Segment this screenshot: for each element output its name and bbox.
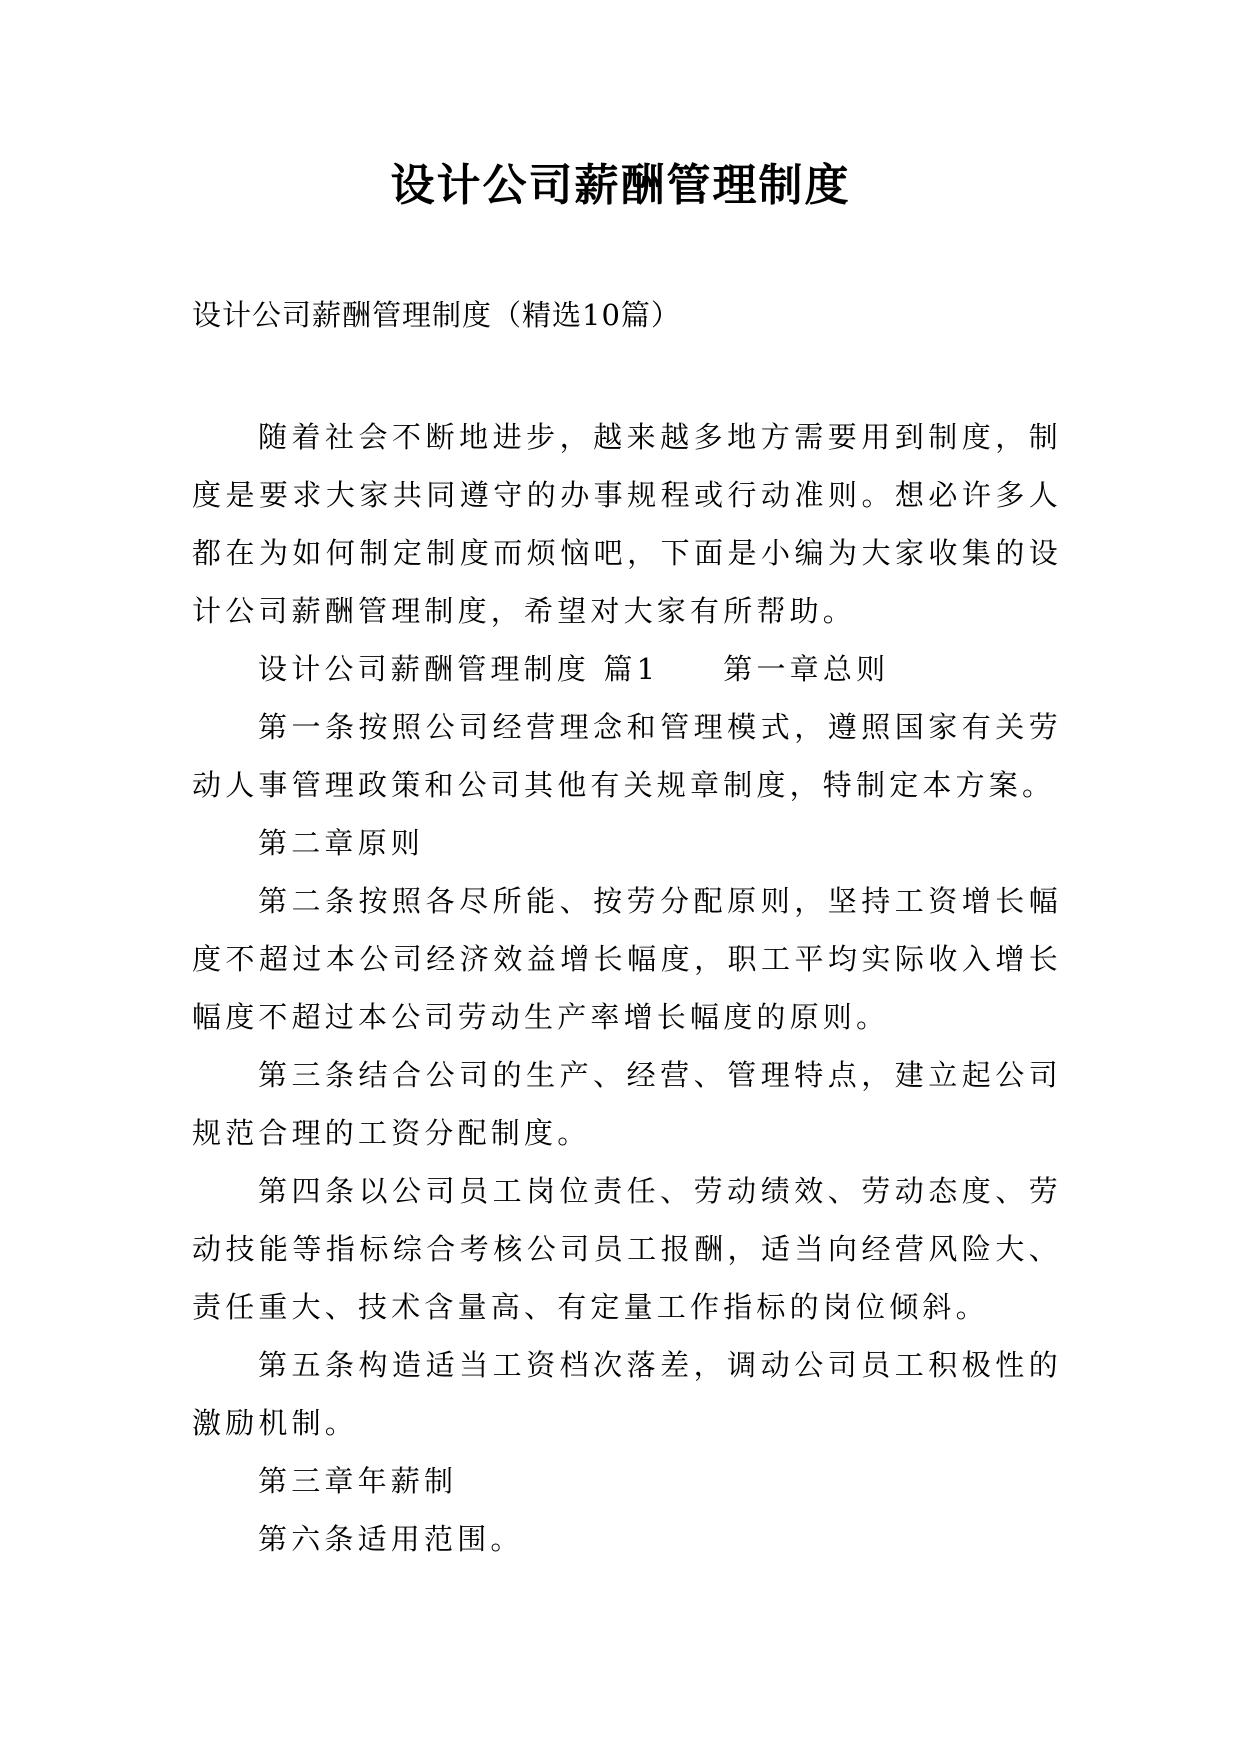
chapter-heading: 第一章总则 [723,652,890,686]
article-paragraph: 第五条构造适当工资档次落差，调动公司员工积极性的激励机制。 [192,1348,1062,1440]
article-paragraph: 第三条结合公司的生产、经营、管理特点，建立起公司规范合理的工资分配制度。 [192,1058,1062,1150]
intro-paragraph: 随着社会不断地进步，越来越多地方需要用到制度，制度是要求大家共同遵守的办事规程或行动准则。想必许多人都在为如何制定制度而烦恼吧，下面是小编为大家收集的设计公司薪酬管理制度，希望对大家有所帮助。 [192,420,1062,628]
article-paragraph: 第四条以公司员工岗位责任、劳动绩效、劳动态度、劳动技能等指标综合考核公司员工报酬，适当向经营风险大、责任重大、技术含量高、有定量工作指标的岗位倾斜。 [192,1174,1062,1324]
chapter-heading: 第二章原则 [258,826,425,860]
document-subtitle: 设计公司薪酬管理制度（精选10篇） [192,298,681,332]
document-body [192,408,1062,1568]
chapter-heading: 第三章年薪制 [258,1464,458,1498]
article-paragraph: 第一条按照公司经营理念和管理模式，遵照国家有关劳动人事管理政策和公司其他有关规章制度，特制定本方案。 [192,710,1062,802]
part-heading: 设计公司薪酬管理制度 篇1 [258,652,660,686]
article-paragraph: 第六条适用范围。 [258,1522,524,1556]
section-heading [192,640,1062,698]
page-title: 设计公司薪酬管理制度 [390,160,851,211]
article-paragraph: 第二条按照各尽所能、按劳分配原则，坚持工资增长幅度不超过本公司经济效益增长幅度，职工平均实际收入增长幅度不超过本公司劳动生产率增长幅度的原则。 [192,884,1062,1034]
